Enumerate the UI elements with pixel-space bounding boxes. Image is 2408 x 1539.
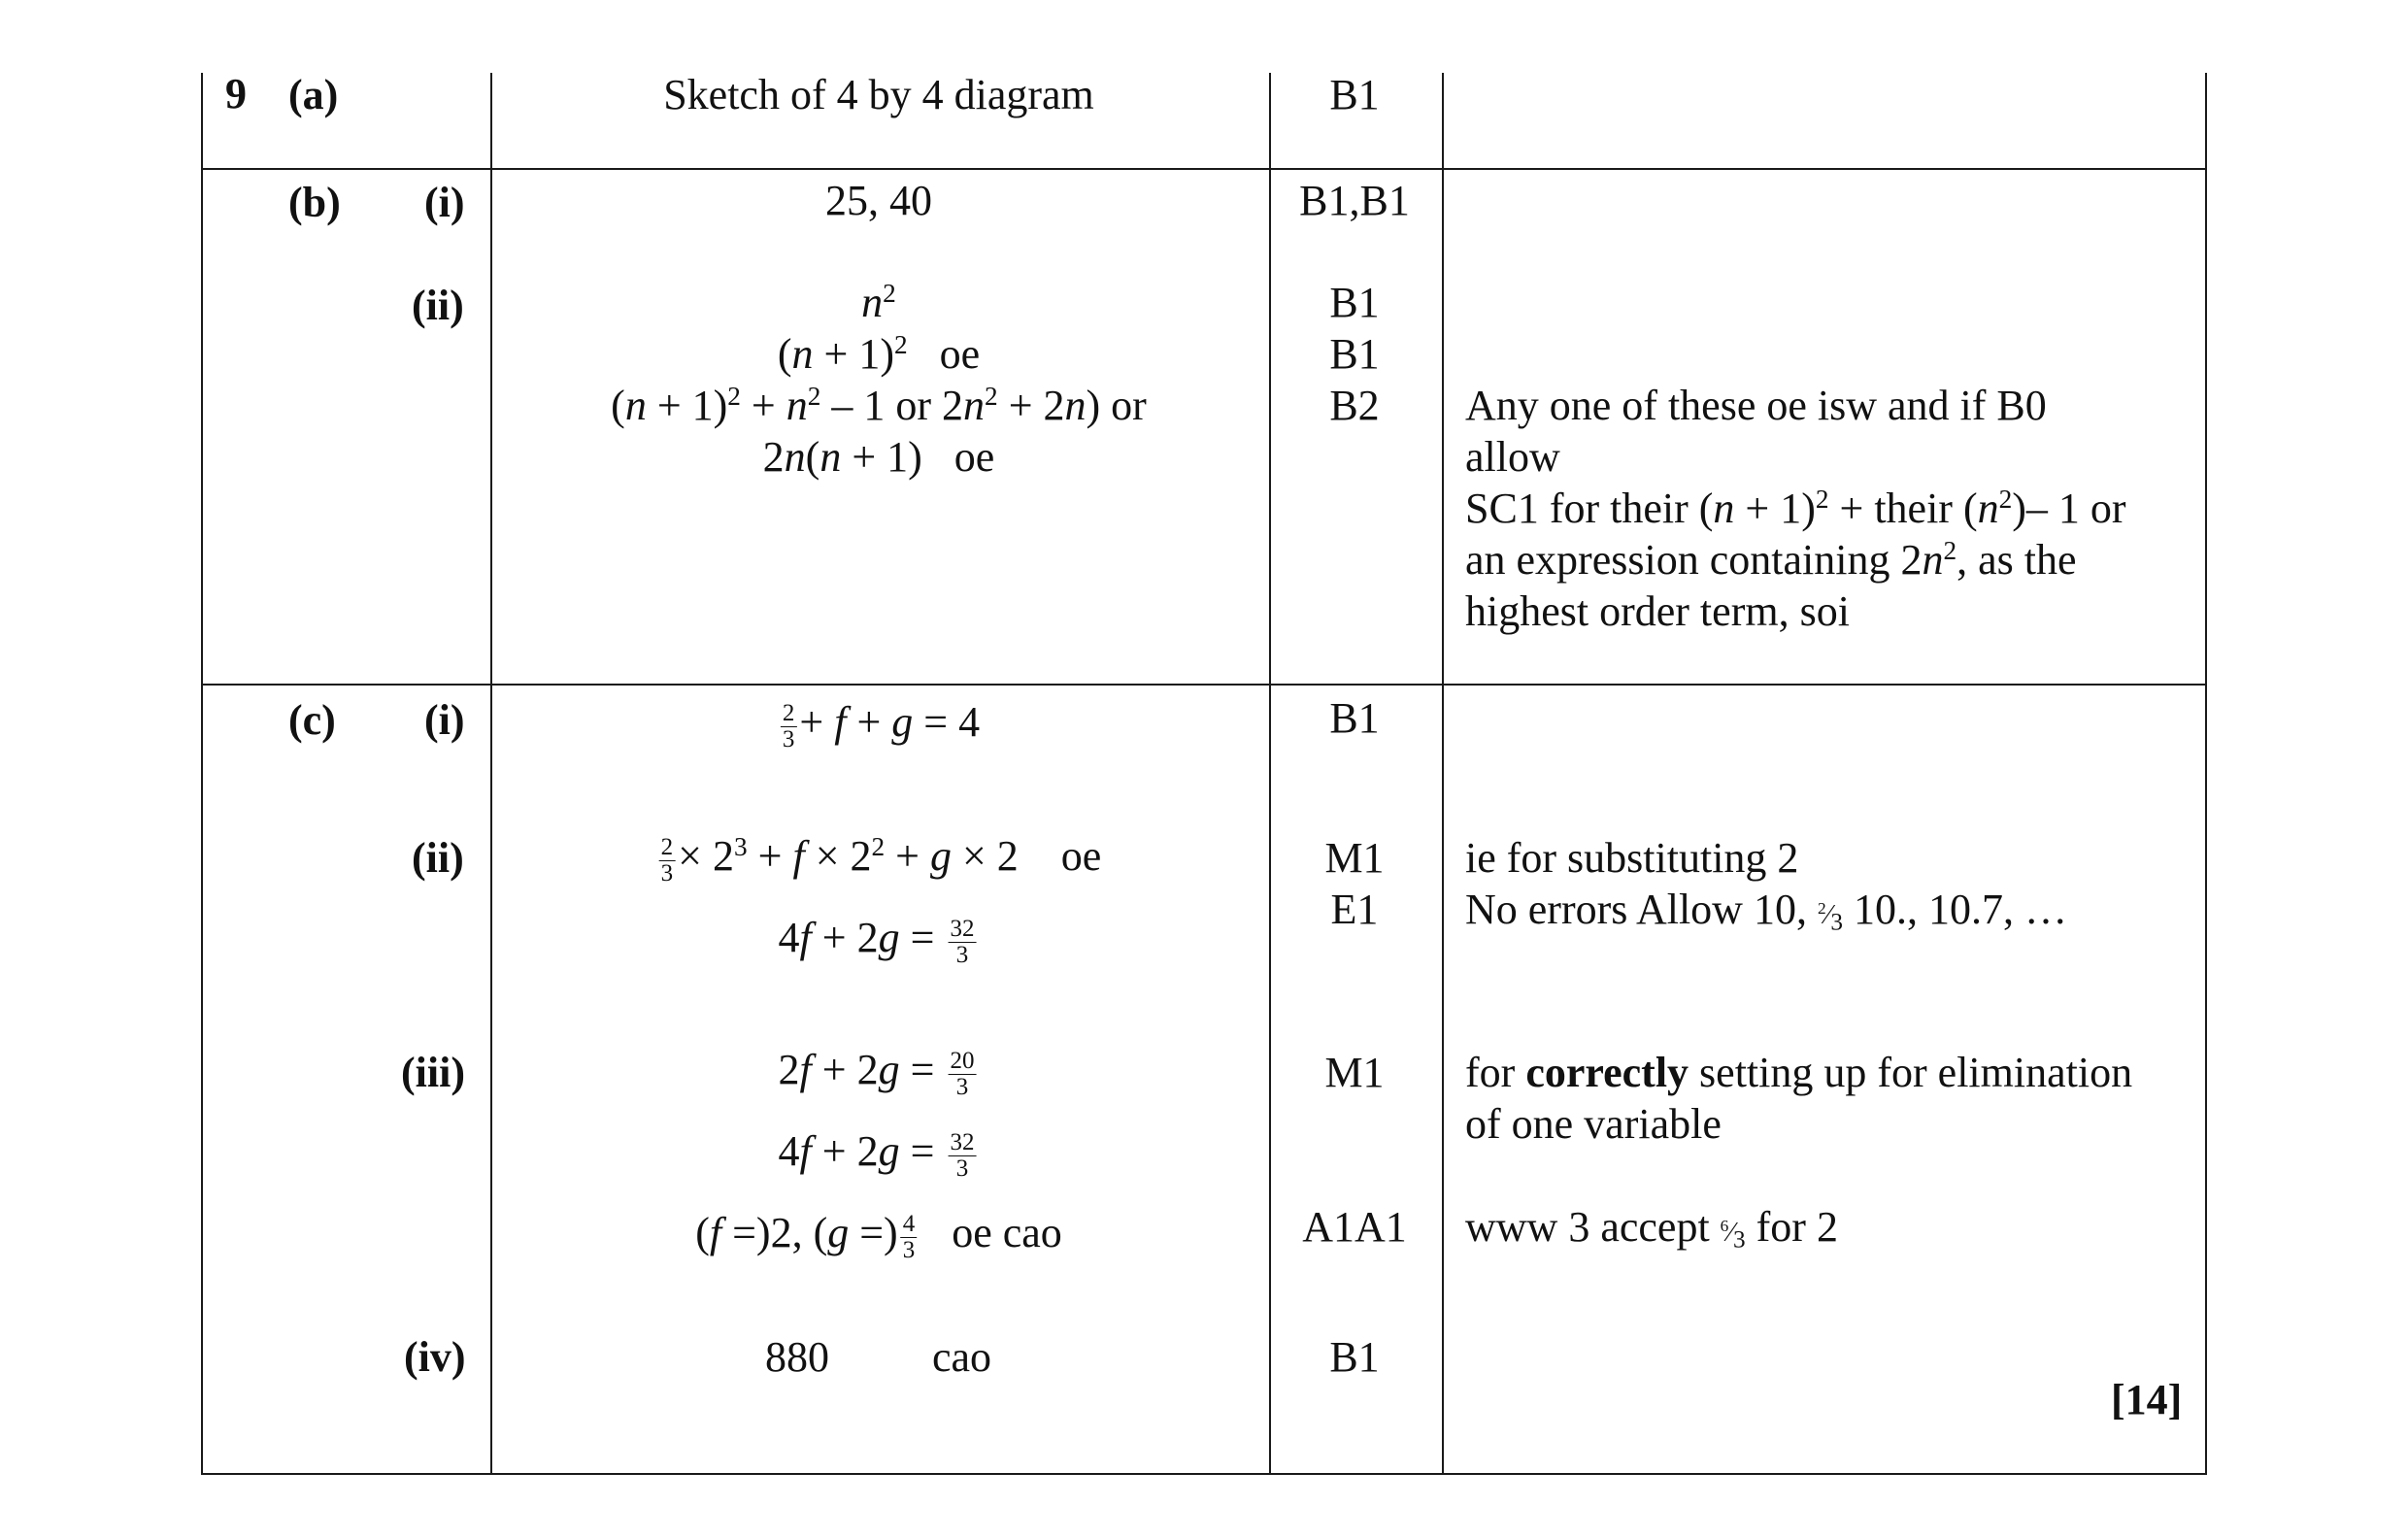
table-border-left — [201, 73, 203, 1475]
part-c-i-label: (i) — [424, 696, 465, 744]
part-b-ii-mark-3: B2 — [1329, 382, 1380, 429]
part-b-i-answer: 25, 40 — [825, 177, 932, 224]
or-text: or — [895, 382, 932, 429]
guidance-text: an expression containing 2 — [1465, 536, 1923, 584]
fraction-two-thirds: $\frac{2}{3}$ — [660, 834, 674, 887]
guidance-text: No errors Allow 10, — [1465, 886, 1818, 933]
guidance-text: , as the — [1956, 536, 2077, 584]
part-c-iii-guidance-line-2: of one variable — [1465, 1100, 1722, 1148]
part-b-ii-mark-1: B1 — [1329, 279, 1380, 326]
part-c-label: (c) — [288, 696, 336, 744]
part-b-ii-guidance-line-4: an expression containing $2n^2$, as the — [1465, 536, 2077, 584]
guidance-text: for 2 — [1745, 1203, 1838, 1251]
part-b-ii-guidance-line-1: Any one of these oe isw and if B0 — [1465, 382, 2047, 429]
part-b-ii-answer-line-2: $(n + 1)^2$ oe — [777, 330, 981, 378]
part-c-iv-cao: cao — [932, 1333, 992, 1381]
part-c-ii-mark-2: E1 — [1330, 886, 1379, 933]
part-b-ii-guidance-line-3: SC1 for their $(n + 1)^2$ + their $(n^2)-$ 1 or — [1465, 485, 2126, 532]
fraction-thirty-two-thirds: $\frac{32}{3}$ — [950, 916, 975, 968]
table-divider-answer — [490, 73, 492, 1475]
guidance-text: SC1 for their ( — [1465, 485, 1714, 532]
part-a-mark: B1 — [1329, 71, 1380, 118]
part-b-i-mark: B1,B1 — [1299, 177, 1410, 224]
question-total-marks: [14] — [2111, 1376, 2183, 1423]
part-b-label: (b) — [288, 179, 341, 226]
row-separator-a-b — [201, 168, 2207, 170]
part-b-ii-answer-line-1: $n^2$ — [861, 279, 896, 326]
part-c-ii-answer-line-1: $\frac{2}{3}$ × $2^3 + f \times 2^2 + g \times 2$ oe — [660, 832, 1102, 887]
part-b-i-label: (i) — [424, 179, 465, 226]
table-divider-guidance — [1442, 73, 1444, 1475]
part-c-iii-mark-2: A1A1 — [1302, 1203, 1407, 1251]
part-c-i-mark: B1 — [1329, 694, 1380, 742]
oe-text: oe — [939, 330, 981, 378]
part-c-iii-answer-line-3: (f =)2, (g =) $\frac{4}{3}$ oe cao — [695, 1209, 1062, 1263]
or-text: or — [1111, 382, 1147, 429]
part-c-i-answer: $\frac{2}{3}$ + f + g = 4 — [782, 698, 981, 753]
part-b-ii-guidance-line-2: allow — [1465, 433, 1560, 481]
guidance-text: 10., 10.7, … — [1853, 886, 2067, 933]
guidance-text: + their ( — [1828, 485, 1978, 532]
part-c-ii-guidance-line-1: ie for substituting 2 — [1465, 834, 1799, 882]
part-c-iii-mark-1: M1 — [1324, 1049, 1385, 1096]
fraction-four-thirds: $\frac{4}{3}$ — [902, 1211, 916, 1263]
guidance-text: www 3 accept — [1465, 1203, 1721, 1251]
table-border-bottom — [201, 1473, 2207, 1475]
oe-cao-text: oe cao — [952, 1209, 1062, 1257]
part-b-ii-guidance-line-5: highest order term, soi — [1465, 587, 1850, 635]
guidance-text: for — [1465, 1049, 1526, 1096]
minus-one-text: – 1 — [831, 382, 886, 429]
fraction-thirty-two-thirds: $\frac{32}{3}$ — [950, 1129, 975, 1182]
fraction-twenty-thirds: $\frac{20}{3}$ — [950, 1048, 975, 1100]
part-c-iv-mark: B1 — [1329, 1333, 1380, 1381]
part-c-ii-answer-line-2: 4f + 2g = $\frac{32}{3}$ — [778, 914, 975, 968]
part-c-ii-guidance-line-2 — [1465, 888, 2067, 935]
fraction-two-thirds: $\frac{2}{3}$ — [782, 700, 795, 753]
slanted-fraction-six-thirds: $^6⁄_3$ — [1720, 1217, 1746, 1254]
guidance-text: )– 1 or — [2012, 485, 2126, 532]
slanted-fraction-two-thirds: $^2⁄_3$ — [1817, 899, 1843, 936]
part-c-iii-guidance-line-1 — [1465, 1049, 2133, 1096]
guidance-bold-text: correctly — [1525, 1049, 1689, 1096]
part-c-iii-answer-line-2: 4f + 2g = $\frac{32}{3}$ — [778, 1127, 975, 1182]
part-c-iii-guidance-line-3 — [1465, 1203, 1838, 1254]
part-b-ii-label: (ii) — [412, 282, 464, 329]
question-number: 9 — [225, 70, 247, 117]
row-separator-b-c — [201, 684, 2207, 686]
part-c-iii-answer-line-1: 2f + 2g = $\frac{20}{3}$ — [778, 1046, 975, 1100]
part-b-ii-answer-line-4: 2n(n + 1) oe — [762, 433, 995, 481]
part-c-ii-label: (ii) — [412, 834, 464, 882]
oe-text: oe — [953, 433, 995, 481]
part-c-iv-label: (iv) — [404, 1333, 466, 1381]
part-a-label: (a) — [288, 71, 339, 118]
part-c-iii-label: (iii) — [401, 1049, 465, 1096]
part-b-ii-answer-line-3: $(n + 1)^2 + n^2 - 1$ or $2n^2 + 2n$) or — [611, 382, 1147, 429]
part-c-ii-mark-1: M1 — [1324, 834, 1385, 882]
guidance-text: setting up for elimination — [1689, 1049, 2133, 1096]
table-divider-mark — [1269, 73, 1271, 1475]
part-c-iv-answer: 880 — [765, 1333, 829, 1381]
part-b-ii-mark-2: B1 — [1329, 330, 1380, 378]
part-a-answer: Sketch of 4 by 4 diagram — [663, 71, 1094, 118]
table-border-right — [2205, 73, 2207, 1475]
